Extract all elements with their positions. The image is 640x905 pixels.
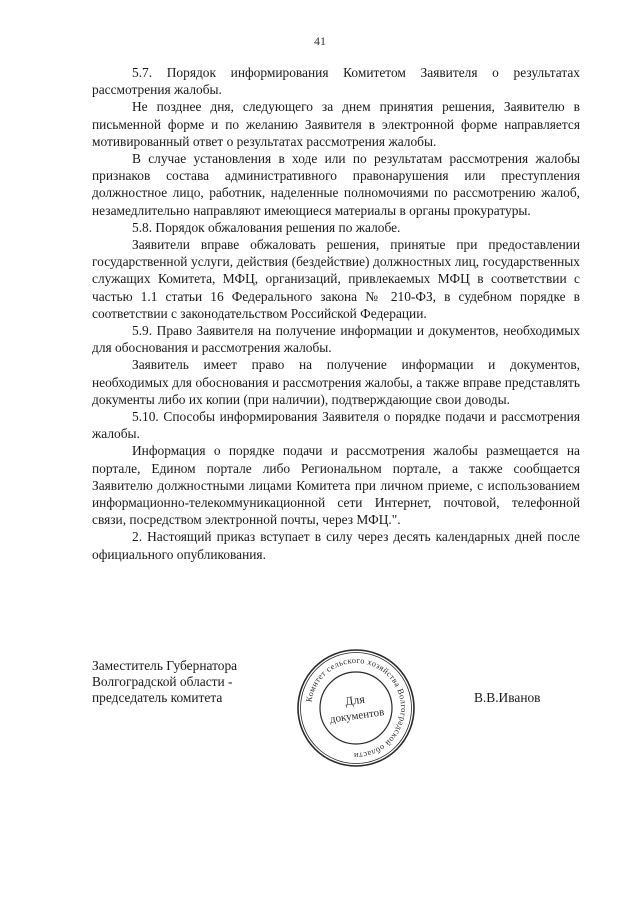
stamp-seal-icon	[294, 646, 418, 770]
stamp-ring-text: Комитет сельского хозяйства Волгоградской области	[304, 655, 409, 761]
signer-name: В.В.Иванов	[474, 690, 541, 705]
paragraph: Заявители вправе обжаловать решения, принятые при предоставлении государственной услуги, действия (бездействие) должностных лиц, государственных служащих Комитета, МФЦ, организаций, привлекаемых МФЦ в соответствии с частью 1.1 статьи 16 Федерального закона № 210-ФЗ, в судебном порядке в соответствии с законодательством Российской Федерации.	[92, 237, 580, 321]
signer-title-line: Волгоградской области -	[92, 674, 233, 689]
paragraph-5-7-heading: 5.7. Порядок информирования Комитетом Заявителя о результатах рассмотрения жалобы.	[92, 65, 580, 98]
stamp-center-line: Для	[344, 691, 366, 709]
stamp-center-line: документов	[329, 706, 386, 726]
paragraph: В случае установления в ходе или по результатам рассмотрения жалобы признаков состава административного правонарушения или преступления должностное лицо, работник, наделенные полномочиями по рассмотрению жалоб, незамедлительно направляют имеющиеся материалы в органы прокуратуры.	[92, 151, 580, 218]
official-stamp	[294, 646, 418, 770]
paragraph-5-9-heading: 5.9. Право Заявителя на получение информации и документов, необходимых для обоснования и рассмотрения жалобы.	[92, 323, 580, 356]
paragraph: Информация о порядке подачи и рассмотрения жалобы размещается на портале, Едином портале либо Региональном портале, а также сообщается Заявителю должностными лицами Комитета при личном приеме, с использованием информационно-телекоммуникационной сети Интернет, почтовой, телефонной связи, посредством электронной почты, через МФЦ.".	[92, 443, 580, 528]
paragraph-5-8-heading: 5.8. Порядок обжалования решения по жалобе.	[132, 219, 401, 235]
paragraph-5-10-heading: 5.10. Способы информирования Заявителя о порядке подачи и рассмотрения жалобы.	[92, 409, 580, 442]
document-body	[92, 64, 580, 563]
paragraph: Заявитель имеет право на получение информации и документов, необходимых для обоснования и рассмотрения жалобы, а также вправе представлять документы либо их копии (при наличии), подтверждающие свои доводы.	[92, 357, 580, 407]
signer-title-line: председатель комитета	[92, 690, 223, 705]
signer-title	[92, 658, 237, 706]
paragraph-item-2: 2. Настоящий приказ вступает в силу через десять календарных дней после официального опубликования.	[92, 529, 580, 562]
page-number: 41	[314, 34, 326, 48]
paragraph: Не позднее дня, следующего за днем принятия решения, Заявителю в письменной форме и по желанию Заявителя в электронной форме направляется мотивированный ответ о результатах рассмотрения жалобы.	[92, 99, 580, 149]
signer-title-line: Заместитель Губернатора	[92, 658, 238, 673]
